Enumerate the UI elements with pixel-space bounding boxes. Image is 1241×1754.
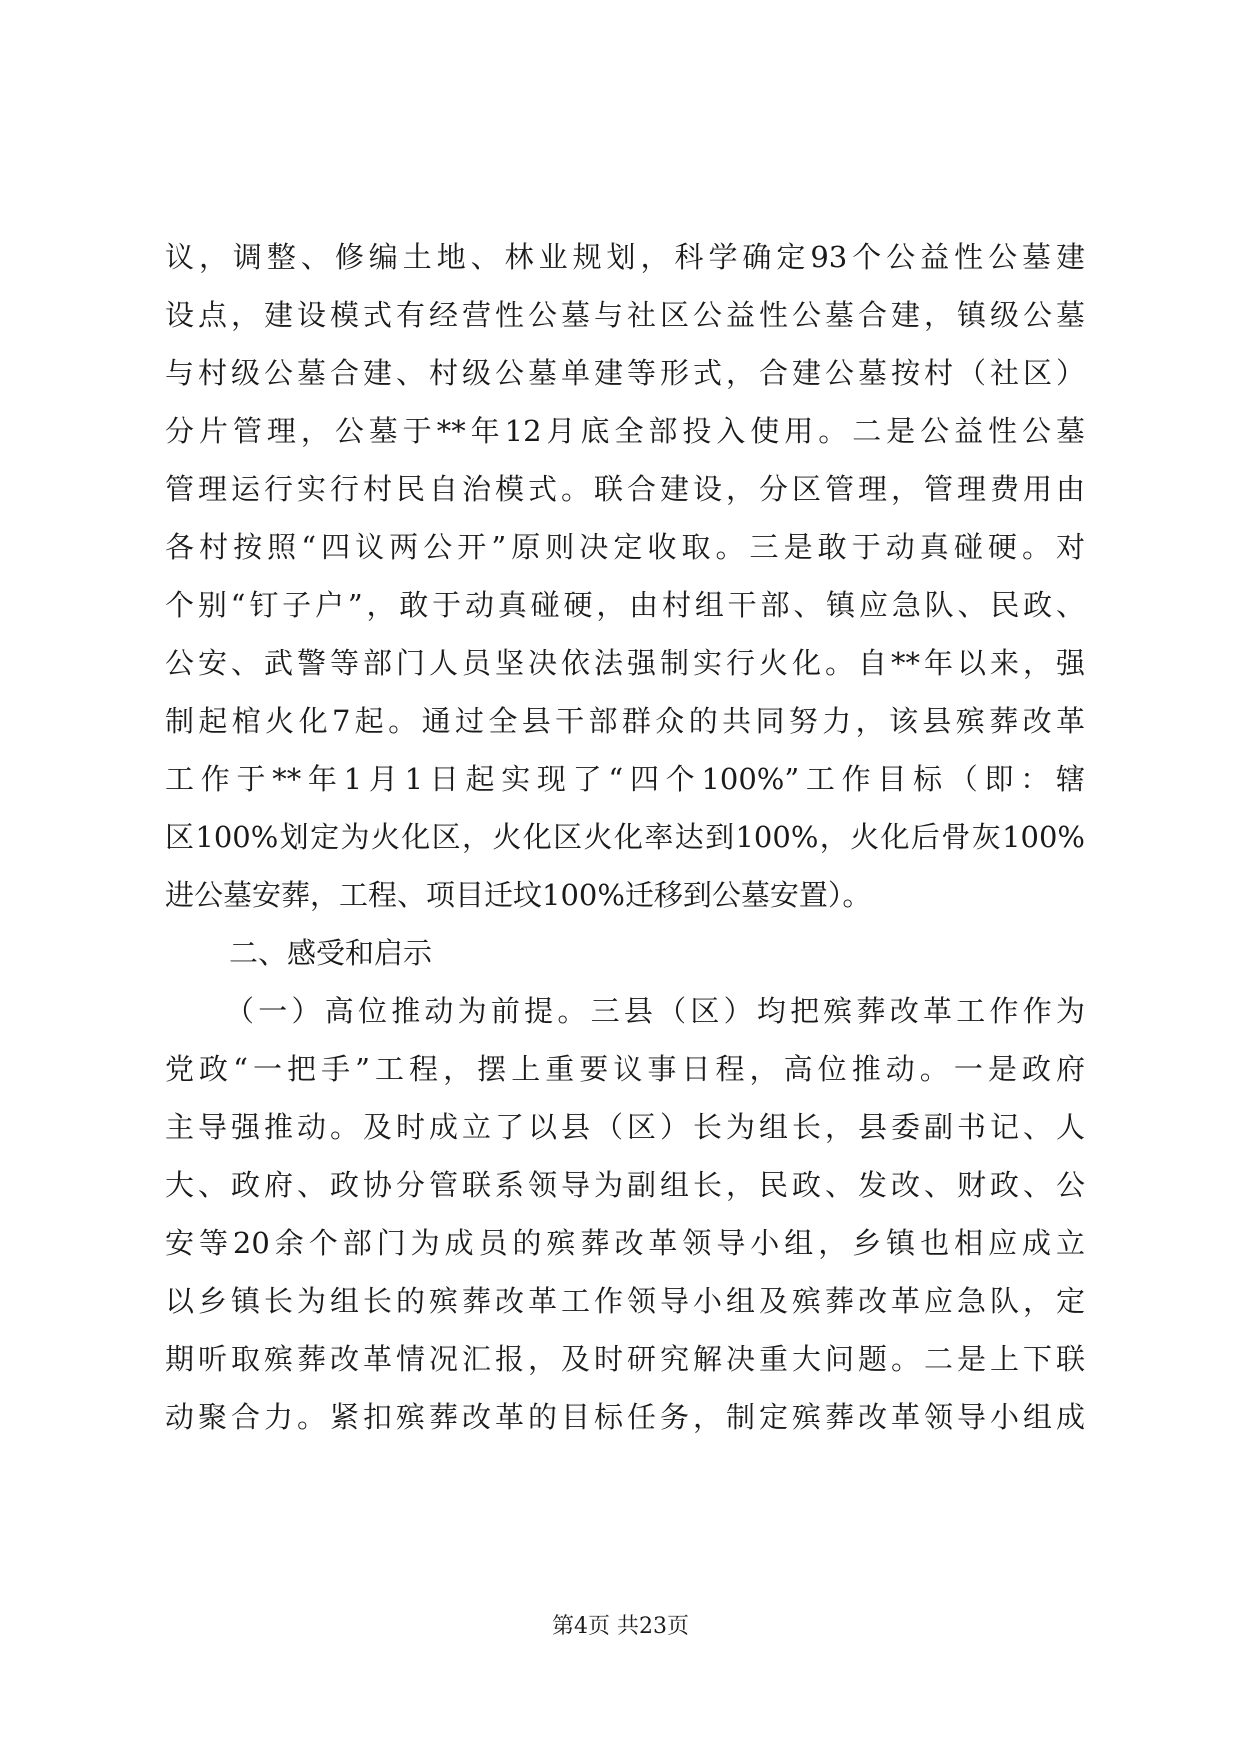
text-line: 期听取殡葬改革情况汇报，及时研究解决重大问题。二是上下联 — [165, 1342, 1085, 1376]
text-line: 与村级公墓合建、村级公墓单建等形式，合建公墓按村（社区） — [165, 356, 1085, 390]
body-text — [165, 228, 1085, 1446]
text-line: 制起棺火化7起。通过全县干部群众的共同努力，该县殡葬改革 — [165, 704, 1085, 738]
text-line: 区100%划定为火化区，火化区火化率达到100%，火化后骨灰100% — [165, 820, 1085, 854]
text-line: 各村按照“四议两公开”原则决定收取。三是敢于动真碰硬。对 — [165, 530, 1085, 564]
text-line: 主导强推动。及时成立了以县（区）长为组长，县委副书记、人 — [165, 1110, 1085, 1144]
text-line: 进公墓安葬，工程、项目迁坟100%迁移到公墓安置）。 — [165, 878, 872, 912]
text-line: （一）高位推动为前提。三县（区）均把殡葬改革工作作为 — [225, 994, 1085, 1028]
text-line: 以乡镇长为组长的殡葬改革工作领导小组及殡葬改革应急队，定 — [165, 1284, 1085, 1318]
text-line: 管理运行实行村民自治模式。联合建设，分区管理，管理费用由 — [165, 472, 1085, 506]
text-line: 个别“钉子户”，敢于动真碰硬，由村组干部、镇应急队、民政、 — [165, 588, 1085, 622]
section-heading: 二、感受和启示 — [229, 936, 433, 970]
text-line: 分片管理，公墓于**年12月底全部投入使用。二是公益性公墓 — [165, 414, 1085, 448]
text-line: 动聚合力。紧扣殡葬改革的目标任务，制定殡葬改革领导小组成 — [165, 1400, 1085, 1434]
page-number-footer: 第4页 共23页 — [552, 1614, 689, 1639]
text-line: 工作于**年1月1日起实现了“四个100%”工作目标（即：辖 — [165, 762, 1085, 796]
text-line: 大、政府、政协分管联系领导为副组长，民政、发改、财政、公 — [165, 1168, 1085, 1202]
text-line: 议，调整、修编土地、林业规划，科学确定93个公益性公墓建 — [165, 240, 1085, 274]
text-line: 安等20余个部门为成员的殡葬改革领导小组，乡镇也相应成立 — [165, 1226, 1085, 1260]
text-line: 设点，建设模式有经营性公墓与社区公益性公墓合建，镇级公墓 — [165, 298, 1085, 332]
text-line: 公安、武警等部门人员坚决依法强制实行火化。自**年以来，强 — [165, 646, 1085, 680]
text-line: 党政“一把手”工程，摆上重要议事日程，高位推动。一是政府 — [165, 1052, 1085, 1086]
